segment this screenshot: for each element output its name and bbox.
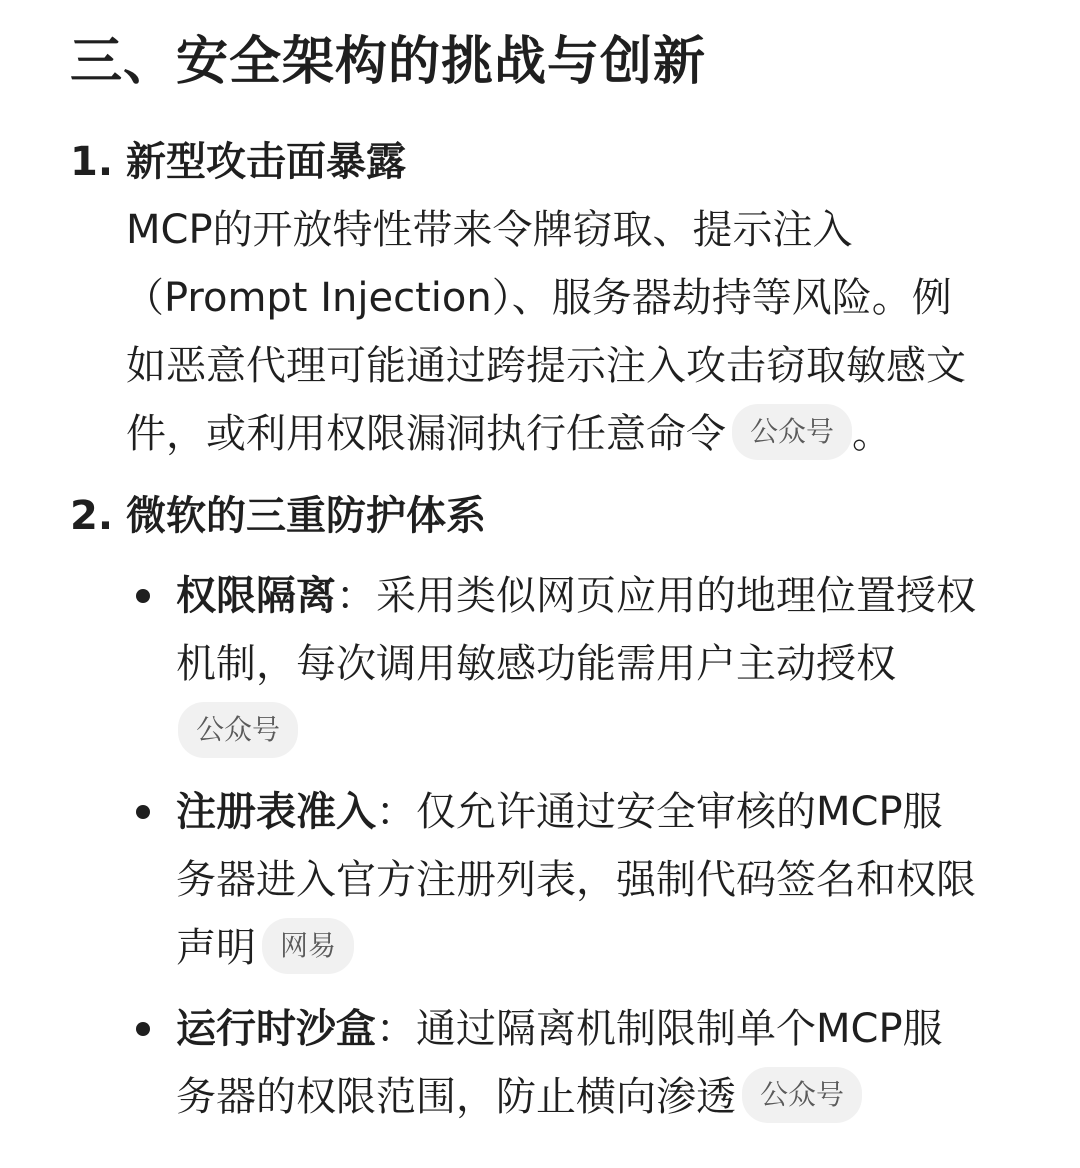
bullet-dot bbox=[136, 805, 150, 819]
bullet-dot bbox=[136, 589, 150, 603]
bullet-text: 声明 bbox=[176, 925, 256, 971]
bullet-line: 机制，每次调用敏感功能需用户主动授权 bbox=[176, 641, 896, 687]
bullet-line bbox=[176, 995, 1056, 1063]
section-number: 1. bbox=[70, 139, 114, 185]
bullet-text: 仅允许通过安全审核的MCP服 bbox=[416, 789, 943, 835]
bullet-text: 采用类似网页应用的地理位置授权 bbox=[376, 573, 976, 619]
paragraph-text: 件，或利用权限漏洞执行任意命令 bbox=[126, 411, 726, 457]
paragraph-line: （Prompt Injection）、服务器劫持等风险。例 bbox=[124, 275, 952, 321]
bullet-line bbox=[176, 1063, 1056, 1131]
source-tag[interactable]: 公众号 bbox=[178, 702, 298, 758]
subsection-title: 新型攻击面暴露 bbox=[126, 139, 406, 185]
bullet-line bbox=[176, 698, 1056, 766]
bullet-item bbox=[176, 778, 1056, 982]
bullet-line bbox=[176, 778, 1056, 846]
bullet-line: 务器进入官方注册列表，强制代码签名和权限 bbox=[176, 857, 976, 903]
source-tag[interactable]: 公众号 bbox=[732, 404, 852, 460]
section-number: 2. bbox=[70, 493, 114, 539]
bullet-colon: ： bbox=[336, 573, 376, 619]
section-heading: 三、安全架构的挑战与创新 bbox=[70, 32, 707, 92]
source-tag[interactable]: 公众号 bbox=[742, 1067, 862, 1123]
paragraph-line: MCP的开放特性带来令牌窃取、提示注入 bbox=[126, 207, 853, 253]
bullet-colon: ： bbox=[376, 1006, 416, 1052]
bullet-term: 权限隔离 bbox=[176, 573, 336, 619]
bullet-term: 运行时沙盒 bbox=[176, 1006, 376, 1052]
paragraph-line bbox=[126, 400, 1056, 468]
bullet-term: 注册表准入 bbox=[176, 789, 376, 835]
subsection-title: 微软的三重防护体系 bbox=[126, 493, 486, 539]
bullet-line bbox=[176, 914, 1056, 982]
bullet-dot bbox=[136, 1022, 150, 1036]
bullet-item bbox=[176, 562, 1056, 766]
bullet-text: 务器的权限范围，防止横向渗透 bbox=[176, 1074, 736, 1120]
bullet-colon: ： bbox=[376, 789, 416, 835]
source-tag[interactable]: 网易 bbox=[262, 918, 354, 974]
bullet-item bbox=[176, 995, 1056, 1131]
bullet-text: 通过隔离机制限制单个MCP服 bbox=[416, 1006, 943, 1052]
subsection-paragraph bbox=[126, 196, 1056, 468]
end-punctuation: 。 bbox=[852, 411, 893, 457]
bullet-line bbox=[176, 562, 1056, 630]
paragraph-line: 如恶意代理可能通过跨提示注入攻击窃取敏感文 bbox=[126, 343, 966, 389]
